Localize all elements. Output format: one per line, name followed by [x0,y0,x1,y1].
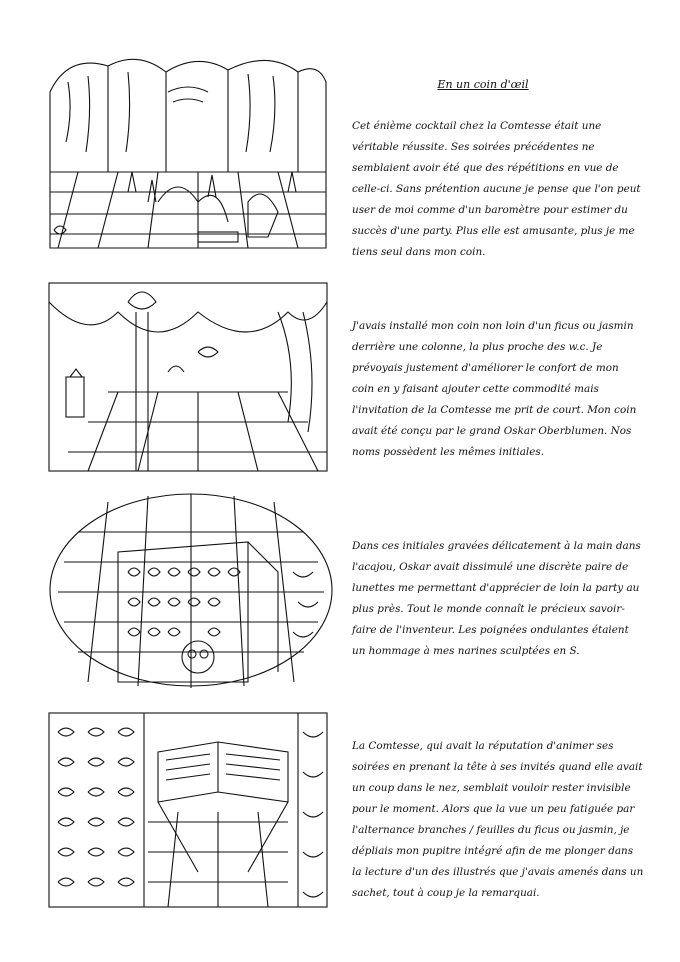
panel-oval-corner [48,492,334,688]
panel-ballroom [48,52,328,250]
paragraph-1: Cet énième cocktail chez la Comtesse était une véritable réussite. Ses soirées précédentes ne semblaient avoir été que des répétitions en vue de celle-ci. Sans prétention aucune je pense que l'on peut user de moi comme d'un baromètre pour estimer du succès d'une party. Plus elle est amusante, plus je me tiens seul dans mon coin. [352,120,641,258]
paragraph-3: Dans ces initiales gravées délicatement à la main dans l'acajou, Oskar avait dissimulé une discrète paire de lunettes me permettant d'apprécier de loin la party au plus près. Tout le monde connaît le précieux savoir-faire de l'inventeur. Les poignées ondulantes étaient un hommage à mes narines sculptées en S. [352,540,641,657]
page-title: En un coin d'œil [437,78,529,91]
panel-reading-corner [48,712,328,908]
oval-corner-illustration [48,492,334,688]
panel-column-room [48,282,328,472]
reading-corner-illustration [48,712,328,908]
column-room-illustration [48,282,328,472]
paragraph-2: J'avais installé mon coin non loin d'un ficus ou jasmin derrière une colonne, la plus proche des w.c. Je prévoyais justement d'améliorer le confort de mon coin en y faisant ajouter cette commodité mais l'invitation de la Comtesse me prit de court. Mon coin avait été conçu par le grand Oskar Oberblumen. Nos noms possèdent les mêmes initiales. [352,320,637,458]
ballroom-illustration [48,52,328,250]
paragraph-4: La Comtesse, qui avait la réputation d'animer ses soirées en prenant la tête à ses invités quand elle avait un coup dans le nez, semblait vouloir rester invisible pour le moment. Alors que la vue un peu fatiguée par l'alternance branches / feuilles du ficus ou jasmin, je dépliais mon pupitre intégré afin de me plonger dans la lecture d'un des illustrés que j'avais amenés dans un sachet, tout à coup je la remarquai. [352,740,644,899]
